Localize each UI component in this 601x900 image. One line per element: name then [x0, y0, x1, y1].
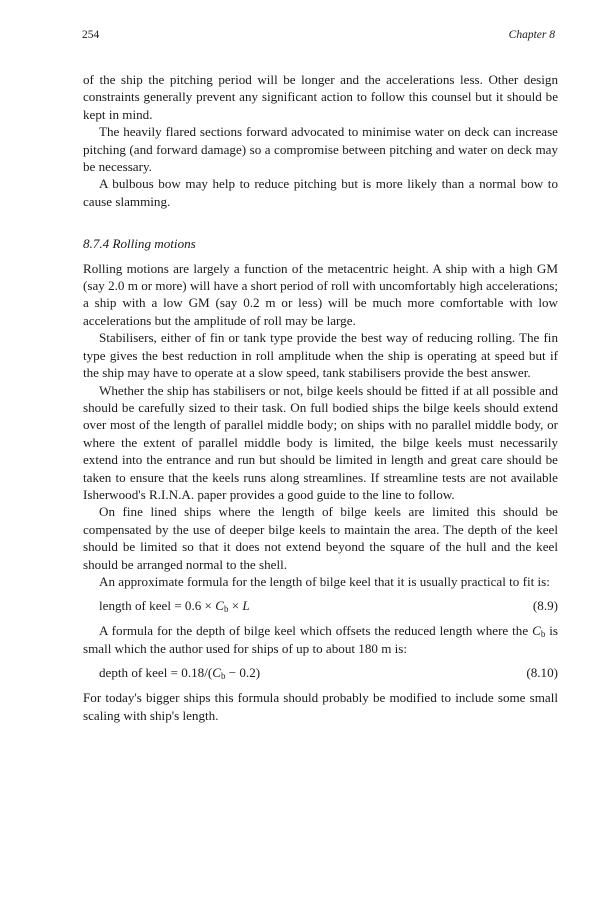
equation-text: length of keel = $0.6 \times C_b \times L$	[99, 598, 250, 615]
equation-8-9	[99, 597, 558, 615]
paragraph: The heavily flared sections forward advocated to minimise water on deck can increase pitching (and forward damage) so a compromise between pitching and water on deck may be necessary.	[83, 124, 558, 175]
equation-number: (8.9)	[532, 598, 558, 614]
section-heading: 8.7.4 Rolling motions	[83, 236, 196, 252]
equation-text: depth of keel = $0.18/(C_b - 0.2)$	[99, 665, 261, 682]
page-number: 254	[82, 29, 100, 41]
paragraph: A bulbous bow may help to reduce pitching but is more likely than a normal bow to cause slamming.	[83, 176, 558, 209]
paragraph: An approximate formula for the length of bilge keel that it is usually practical to fit is:	[99, 573, 550, 589]
paragraph: On fine lined ships where the length of bilge keels are limited this should be compensated by the use of deeper bilge keels to maintain the area. The depth of the keel should be limited so that it does not extend beyond the square of the hull and the keel should be arranged normal to the shell.	[83, 504, 558, 572]
paragraph: Whether the ship has stabilisers or not, bilge keels should be fitted if at all possible and should be carefully sized to their task. On full bodied ships the bilge keels should extend over most of the length of parallel middle body; on ships with no parallel middle body, or where the extent of parallel middle body is limited, the bilge keels must necessarily extend into the entrance and run but should be limited in length and great care should be taken to ensure that the keels runs along streamlines. If streamline tests are not available Isherwood's R.I.N.A. paper provides a good guide to the line to follow.	[83, 382, 558, 502]
body-text	[83, 71, 558, 724]
paragraph: A formula for the depth of bilge keel which offsets the reduced length where the $C_b$ is small which the author used for ships of up to about 180 m is:	[83, 623, 558, 656]
paragraph: of the ship the pitching period will be longer and the accelerations less. Other design constraints generally prevent any significant action to follow this counsel but it should be kept in mind.	[83, 72, 558, 122]
equation-8-10	[99, 664, 558, 682]
equation-number: (8.10)	[526, 665, 558, 681]
running-header-chapter: Chapter 8	[508, 29, 555, 41]
paragraph: Rolling motions are largely a function of the metacentric height. A ship with a high GM (say 2.0 m or more) will have a short period of roll with uncomfortably high accelerations; a ship with a low GM (say 0.2 m or less) will be much more comfortable with low accelerations but the amplitude of roll may be large.	[83, 260, 558, 328]
paragraph: Stabilisers, either of fin or tank type provide the best way of reducing rolling. The fin type gives the best reduction in roll amplitude when the ship is operating at speed but if the ship may have to operate at a slow speed, tank stabilisers provide the best answer.	[83, 330, 558, 381]
paragraph: For today's bigger ships this formula should probably be modified to include some small scaling with ship's length.	[83, 690, 558, 723]
